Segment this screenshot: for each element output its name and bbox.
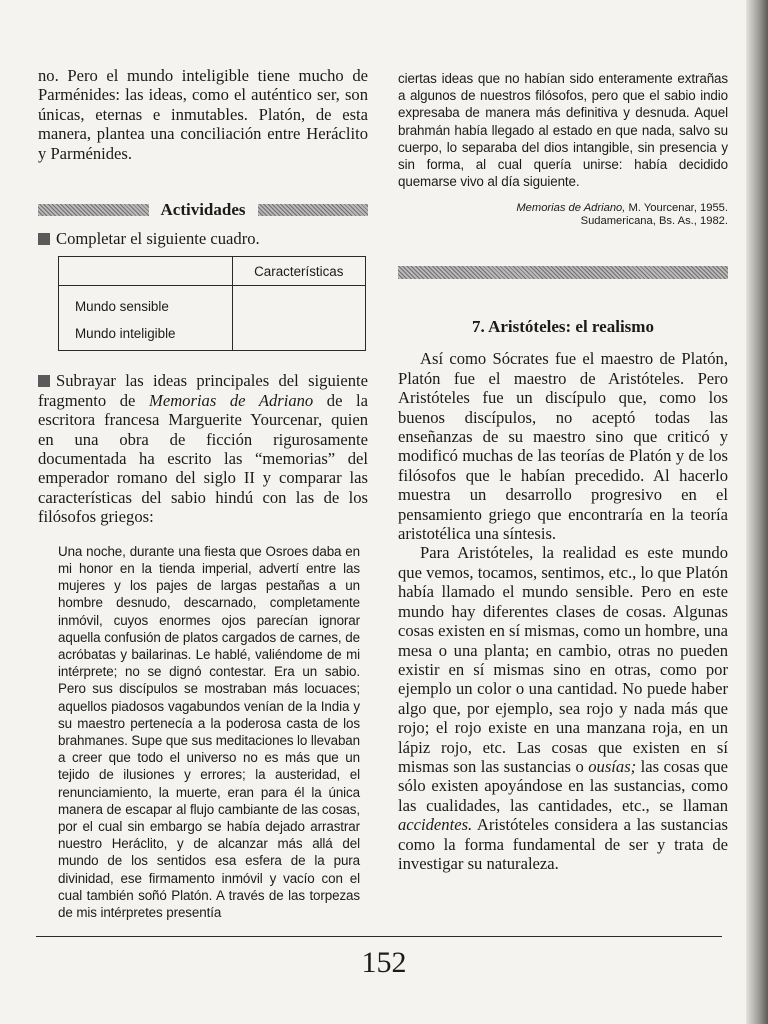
section-title: 7. Aristóteles: el realismo (472, 317, 654, 337)
footer-rule (36, 936, 722, 937)
right-column (398, 70, 728, 873)
task2-text-start: Subrayar las ideas principales del siguiente fragmento de (38, 371, 368, 410)
hatch-bar-right (258, 204, 369, 216)
table-header-caracteristicas: Características (232, 257, 365, 286)
task-underline-ideas (38, 371, 368, 526)
page-number: 152 (361, 946, 407, 979)
table-row (59, 286, 366, 317)
table-row-label-sensible: Mundo sensible (59, 286, 233, 317)
activities-title: Actividades (160, 200, 246, 220)
intro-paragraph: no. Pero el mundo inteligible tiene mucho de Parménides: las ideas, como el auténtico ser, son únicas, eternas e inmutables. Platón, de esta manera, plantea una conciliación entre Heráclito y Parménides. (38, 66, 368, 163)
task-complete-table (38, 229, 368, 248)
hatch-bar-left (38, 204, 149, 216)
source-author: M. Yourcenar, 1955. (625, 202, 728, 215)
aristoteles-paragraph-2 (398, 543, 728, 873)
bullet-square-icon (38, 233, 50, 245)
table-empty-cell (59, 257, 233, 286)
book-title: Memorias de Adriano (149, 390, 314, 410)
activities-heading (38, 199, 368, 221)
p2-text-start: Para Aristóteles, la realidad es este mundo que vemos, tocamos, sentimos, etc., lo que Platón había llamado el mundo sensible. Pero en este mundo hay diferentes clases de cosas. Algunas cosas existen en sí mismas, como un hombre, una mesa o una planta; en cambio, otras no pueden existir en sí mismas sino en otras, como por ejemplo un color o una cantidad. No puede haber algo que, por ejemplo, sea rojo y nada más que rojo; el rojo existe en una manzana roja, en un lápiz rojo, etc. Las cosas que existen en sí mismas son las sustancias o (398, 543, 728, 776)
table-cell-inteligible (232, 316, 365, 351)
bullet-square-icon (38, 375, 50, 387)
term-ousias: ousías; (588, 756, 637, 776)
table-row-label-inteligible: Mundo inteligible (59, 316, 233, 351)
page-edge-shadow (746, 0, 768, 1024)
task1-text: Completar el siguiente cuadro. (56, 229, 260, 249)
quote-source (398, 202, 728, 228)
comparison-table (58, 256, 366, 351)
table-header-row (59, 257, 366, 286)
table-cell-sensible (232, 286, 365, 317)
source-title: Memorias de Adriano, (516, 202, 626, 215)
task2-text-end: de la escritora francesa Marguerite Yourcenar, quien en una obra de ficción rigurosamente documentada ha escrito las “memorias” del emperador romano del siglo II y comparar las características del sabio hindú con las de los filósofos griegos: (38, 390, 369, 527)
source-publisher: Sudamericana, Bs. As., 1982. (580, 215, 728, 228)
adriano-quote: Una noche, durante una fiesta que Osroes daba en mi honor en la tienda imperial, advertí entre las mujeres y los pajes de largas pestañas a un hombre desnudo, descarnado, completamente inmóvil, cuyos enormes ojos parecían ignorar aquella confusión de platos cargados de carnes, de acróbatas y bailarinas. Le hablé, valiéndome de mi intérprete; no se dignó contestar. Era un sabio. Pero sus discípulos se mostraban más locuaces; aquellos piadosos vagabundos venían de la India y su maestro pertenecía a la poderosa casta de los brahmanes. Supe que sus meditaciones lo llevaban a creer que todo el universo no es más que un tejido de ilusiones y errores; la austeridad, el renunciamiento, la muerte, eran para él la única manera de escapar al flujo cambiante de las cosas, por el cual sin embargo se había dejado arrastrar nuestro Heráclito, y de alcanzar más allá del mundo de los sentidos esa esfera de la pura divinidad, ese firmamento inmóvil y vacío con el cual también soñó Platón. A través de las torpezas de mis intérpretes presentía (58, 543, 360, 920)
aristoteles-paragraph-1: Así como Sócrates fue el maestro de Platón, Platón fue el maestro de Aristóteles. Pero Aristóteles fue un discípulo que, como los buenos discípulos, no aceptó todas las enseñanzas de su maestro sino que criticó y modificó muchas de las teorías de Platón y de los filósofos que le habían precedido. Al hacerlo muestra un desarrollo progresivo en el pensamiento griego que encontraría en la teoría aristotélica una síntesis. (398, 349, 728, 544)
quote-continuation: ciertas ideas que no habían sido enteramente extrañas a algunos de nuestros filósofos, pero que el sabio indio expresaba de manera más definitiva y desnuda. Aquel brahmán había llegado al estado en que nada, salvo su cuerpo, lo separaba del dios intangible, sin presencia y sin forma, al cual quería unirse: había decidido quemarse vivo al día siguiente. (398, 71, 728, 190)
section-hatch-bar (398, 266, 728, 279)
p2-text-end: Aristóteles considera a las sustancias como la forma fundamental de ser y trata de investigar su naturaleza. (398, 815, 728, 873)
left-column (38, 66, 368, 921)
table-row (59, 316, 366, 351)
term-accidentes: accidentes. (398, 815, 473, 835)
p2-text-middle: las cosas que sólo existen apoyándose en las sustancias, como las cualidades, las cantidades, etc., se llaman (398, 756, 728, 815)
